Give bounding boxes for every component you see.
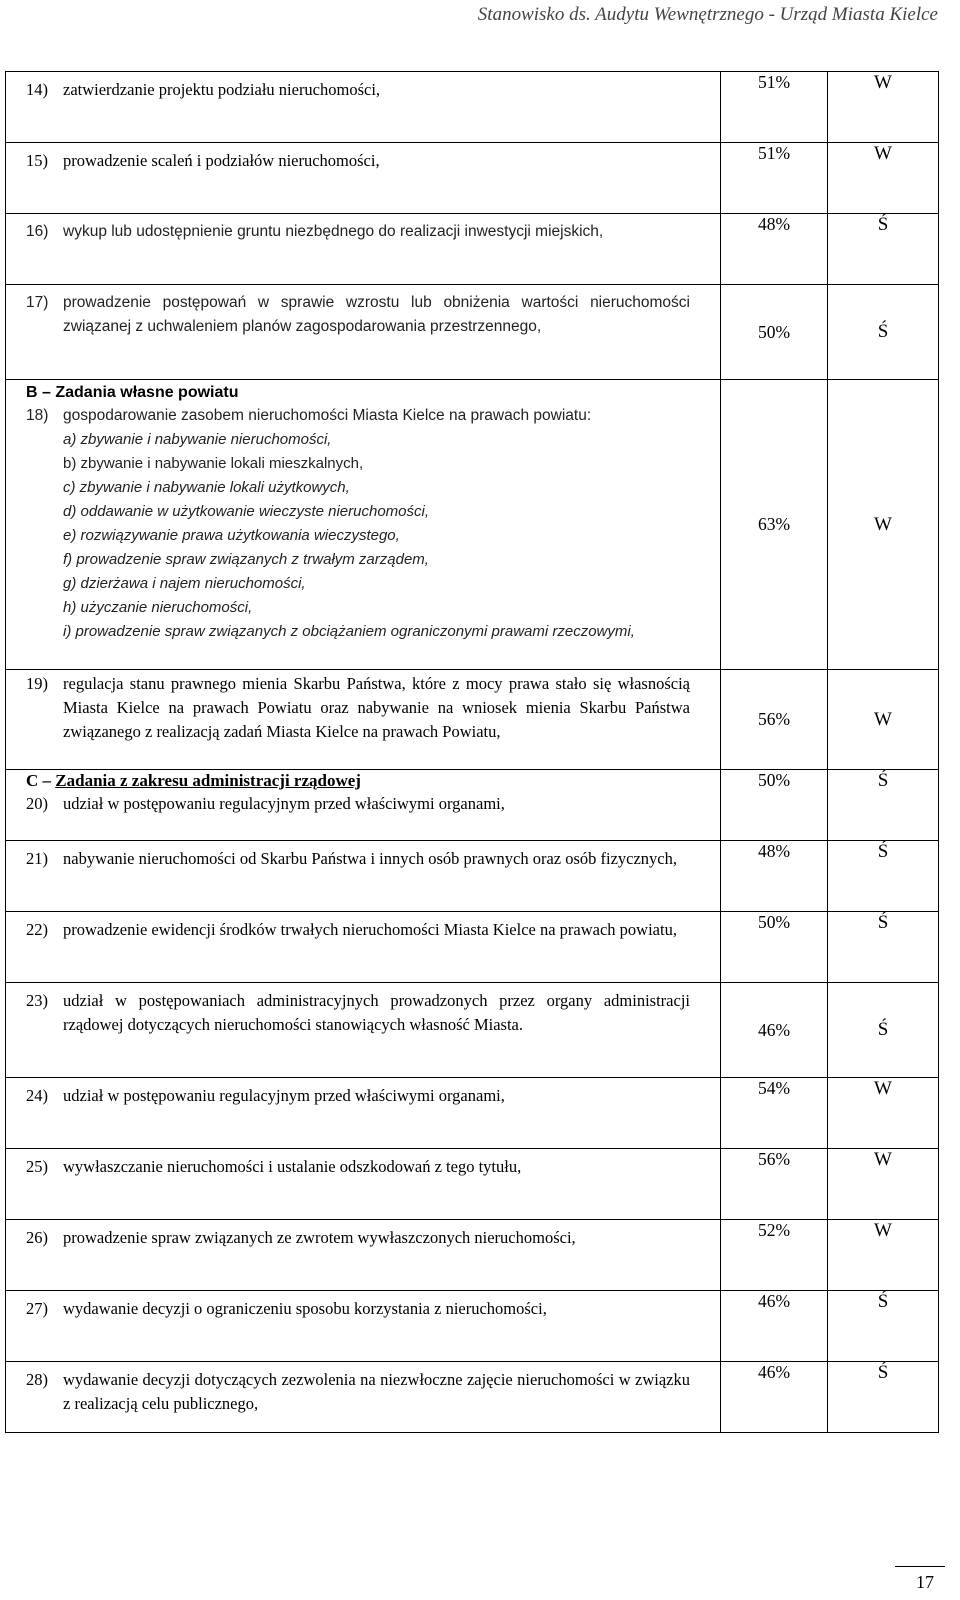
task-item: 23) udział w postępowaniach administracyjnych prowadzonych przez organy administracji rządowej dotyczących nieruchomości stanowiących własność Miasta.	[26, 991, 690, 1034]
percent-cell: 63%	[721, 380, 828, 670]
percent-cell: 48%	[721, 214, 828, 285]
subitem: f) prowadzenie spraw związanych z trwałym zarządem,	[63, 551, 429, 568]
task-item: 26) prowadzenie spraw związanych ze zwrotem wywłaszczonych nieruchomości,	[26, 1228, 576, 1247]
task-item: 21) nabywanie nieruchomości od Skarbu Państwa i innych osób prawnych oraz osób fizycznych,	[26, 849, 678, 868]
subitem: c) zbywanie i nabywanie lokali użytkowych,	[63, 479, 350, 496]
table-row	[6, 285, 939, 380]
task-item: 15) prowadzenie scaleń i podziałów nieruchomości,	[26, 151, 380, 170]
table-row	[6, 770, 939, 841]
grade-cell: Ś	[828, 1362, 939, 1433]
percent-cell: 51%	[721, 143, 828, 214]
grade-cell: W	[828, 1149, 939, 1220]
task-item: 24) udział w postępowaniu regulacyjnym przed właściwymi organami,	[26, 1086, 505, 1105]
grade-cell: W	[828, 1078, 939, 1149]
task-item: 17) prowadzenie postępowań w sprawie wzrostu lub obniżenia wartości nieruchomości związanej z uchwaleniem planów zagospodarowania przestrzennego,	[26, 294, 690, 335]
percent-cell: 50%	[721, 912, 828, 983]
task-item: 25) wywłaszczanie nieruchomości i ustalanie odszkodowań z tego tytułu,	[26, 1157, 522, 1176]
percent-cell: 46%	[721, 1362, 828, 1433]
table-row	[6, 841, 939, 912]
percent-cell: 52%	[721, 1220, 828, 1291]
table-row	[6, 143, 939, 214]
subitem: g) dzierżawa i najem nieruchomości,	[63, 575, 306, 592]
subitem: i) prowadzenie spraw związanych z obciążaniem ograniczonymi prawami rzeczowymi,	[63, 623, 635, 640]
percent-cell: 56%	[721, 670, 828, 770]
section-c-title: C – Zadania z zakresu administracji rządowej	[26, 771, 361, 790]
percent-cell: 51%	[721, 72, 828, 143]
subitem: a) zbywanie i nabywanie nieruchomości,	[63, 431, 332, 448]
percent-cell: 54%	[721, 1078, 828, 1149]
table-row	[6, 983, 939, 1078]
tasks-table	[5, 71, 939, 1433]
grade-cell: Ś	[828, 1291, 939, 1362]
task-item: 18) gospodarowanie zasobem nieruchomości Miasta Kielce na prawach powiatu:	[26, 407, 592, 424]
subitem: b) zbywanie i nabywanie lokali mieszkalnych,	[63, 455, 364, 472]
task-item: 28) wydawanie decyzji dotyczących zezwolenia na niezwłoczne zajęcie nieruchomości w związku z realizacją celu publicznego,	[26, 1370, 690, 1413]
grade-cell: Ś	[828, 912, 939, 983]
task-item: 19) regulacja stanu prawnego mienia Skarbu Państwa, które z mocy prawa stało się własnością Miasta Kielce na prawach Powiatu oraz nabywanie na wniosek mienia Skarbu Państwa związanego z realizacją zadań Miasta Kielce na prawach Powiatu,	[26, 674, 690, 741]
subitem: d) oddawanie w użytkowanie wieczyste nieruchomości,	[63, 503, 430, 520]
grade-cell: W	[828, 380, 939, 670]
percent-cell: 46%	[721, 983, 828, 1078]
grade-cell: W	[828, 670, 939, 770]
grade-cell: Ś	[828, 983, 939, 1078]
table-row	[6, 214, 939, 285]
subitem: h) użyczanie nieruchomości,	[63, 599, 253, 616]
table-row	[6, 912, 939, 983]
grade-cell: Ś	[828, 285, 939, 380]
table-row	[6, 1149, 939, 1220]
table-row	[6, 72, 939, 143]
task-item: 27) wydawanie decyzji o ograniczeniu sposobu korzystania z nieruchomości,	[26, 1299, 547, 1318]
task-item: 22) prowadzenie ewidencji środków trwałych nieruchomości Miasta Kielce na prawach powiatu,	[26, 920, 677, 939]
percent-cell: 50%	[721, 285, 828, 380]
percent-cell: 48%	[721, 841, 828, 912]
subitem: e) rozwiązywanie prawa użytkowania wieczystego,	[63, 527, 400, 544]
percent-cell: 50%	[721, 770, 828, 841]
grade-cell: W	[828, 72, 939, 143]
table-row	[6, 1291, 939, 1362]
task-item: 16) wykup lub udostępnienie gruntu niezbędnego do realizacji inwestycji miejskich,	[26, 223, 604, 240]
table-row	[6, 1078, 939, 1149]
page-number: 17	[916, 1572, 934, 1592]
footer-rule	[895, 1566, 945, 1567]
page-header: Stanowisko ds. Audytu Wewnętrznego - Urząd Miasta Kielce	[477, 4, 938, 25]
grade-cell: Ś	[828, 214, 939, 285]
table-row	[6, 670, 939, 770]
section-b-title: B – Zadania własne powiatu	[26, 384, 239, 401]
table-row	[6, 1362, 939, 1433]
percent-cell: 46%	[721, 1291, 828, 1362]
grade-cell: W	[828, 143, 939, 214]
grade-cell: W	[828, 1220, 939, 1291]
table-row	[6, 1220, 939, 1291]
grade-cell: Ś	[828, 770, 939, 841]
grade-cell: Ś	[828, 841, 939, 912]
task-item: 20) udział w postępowaniu regulacyjnym przed właściwymi organami,	[26, 794, 505, 813]
table-row	[6, 380, 939, 670]
percent-cell: 56%	[721, 1149, 828, 1220]
task-item: 14) zatwierdzanie projektu podziału nieruchomości,	[26, 80, 381, 99]
